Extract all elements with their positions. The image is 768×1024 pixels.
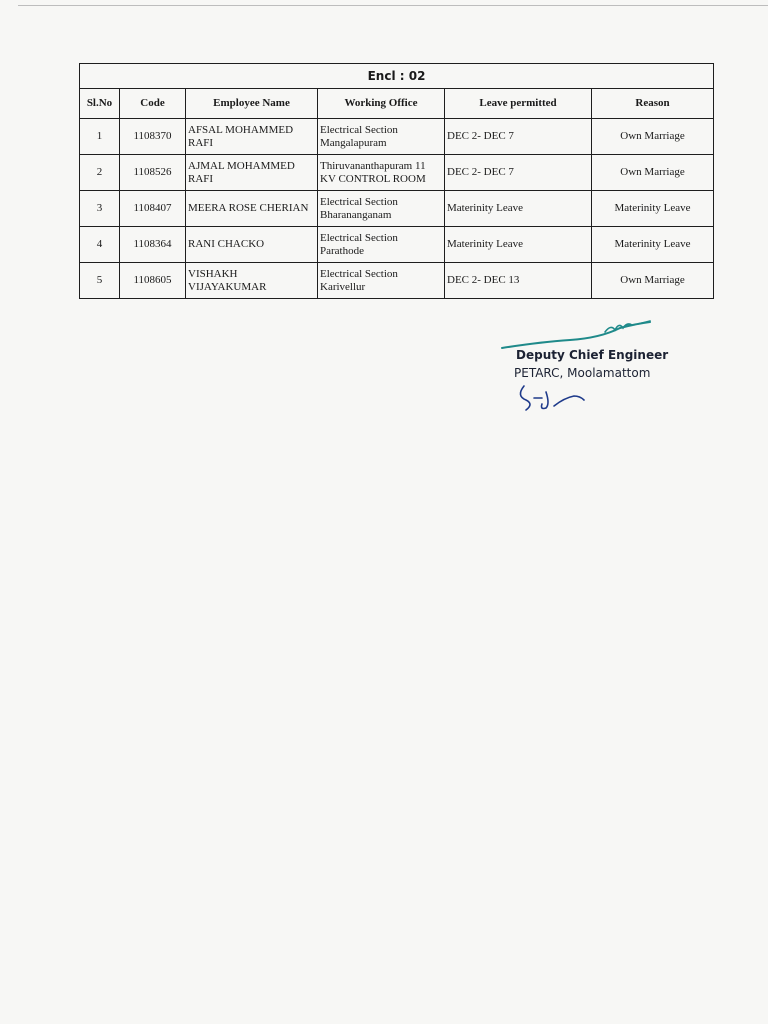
- cell-employee-name: VISHAKH VIJAYAKUMAR: [186, 263, 318, 299]
- initials-mark: [510, 382, 590, 412]
- cell-reason: Materinity Leave: [592, 191, 714, 227]
- cell-slno: 1: [80, 119, 120, 155]
- cell-working-office: Thiruvananthapuram 11 KV CONTROL ROOM: [318, 155, 445, 191]
- signatory-designation: Deputy Chief Engineer: [516, 348, 669, 362]
- header-working-office: Working Office: [318, 89, 445, 119]
- cell-code: 1108526: [120, 155, 186, 191]
- cell-employee-name: MEERA ROSE CHERIAN: [186, 191, 318, 227]
- signatory-office: PETARC, Moolamattom: [514, 366, 651, 380]
- header-leave-permitted: Leave permitted: [445, 89, 592, 119]
- header-employee-name: Employee Name: [186, 89, 318, 119]
- table-header-row: [80, 89, 714, 119]
- cell-employee-name: RANI CHACKO: [186, 227, 318, 263]
- cell-working-office: Electrical Section Mangalapuram: [318, 119, 445, 155]
- leave-table: [79, 63, 714, 299]
- cell-leave-permitted: DEC 2- DEC 13: [445, 263, 592, 299]
- cell-code: 1108364: [120, 227, 186, 263]
- header-reason: Reason: [592, 89, 714, 119]
- cell-slno: 4: [80, 227, 120, 263]
- cell-code: 1108407: [120, 191, 186, 227]
- cell-employee-name: AFSAL MOHAMMED RAFI: [186, 119, 318, 155]
- header-code: Code: [120, 89, 186, 119]
- cell-working-office: Electrical Section Parathode: [318, 227, 445, 263]
- table-row: [80, 263, 714, 299]
- cell-reason: Own Marriage: [592, 119, 714, 155]
- cell-leave-permitted: Materinity Leave: [445, 191, 592, 227]
- page-top-edge: [18, 5, 768, 6]
- table-row: [80, 119, 714, 155]
- table-row: [80, 227, 714, 263]
- table-row: [80, 155, 714, 191]
- cell-reason: Own Marriage: [592, 155, 714, 191]
- cell-working-office: Electrical Section Karivellur: [318, 263, 445, 299]
- cell-employee-name: AJMAL MOHAMMED RAFI: [186, 155, 318, 191]
- cell-slno: 3: [80, 191, 120, 227]
- cell-reason: Materinity Leave: [592, 227, 714, 263]
- table-row: [80, 191, 714, 227]
- cell-leave-permitted: DEC 2- DEC 7: [445, 119, 592, 155]
- cell-reason: Own Marriage: [592, 263, 714, 299]
- header-slno: Sl.No: [80, 89, 120, 119]
- cell-slno: 5: [80, 263, 120, 299]
- cell-code: 1108605: [120, 263, 186, 299]
- cell-working-office: Electrical Section Bharananganam: [318, 191, 445, 227]
- cell-code: 1108370: [120, 119, 186, 155]
- cell-leave-permitted: DEC 2- DEC 7: [445, 155, 592, 191]
- cell-slno: 2: [80, 155, 120, 191]
- table-title: Encl : 02: [80, 64, 714, 89]
- cell-leave-permitted: Materinity Leave: [445, 227, 592, 263]
